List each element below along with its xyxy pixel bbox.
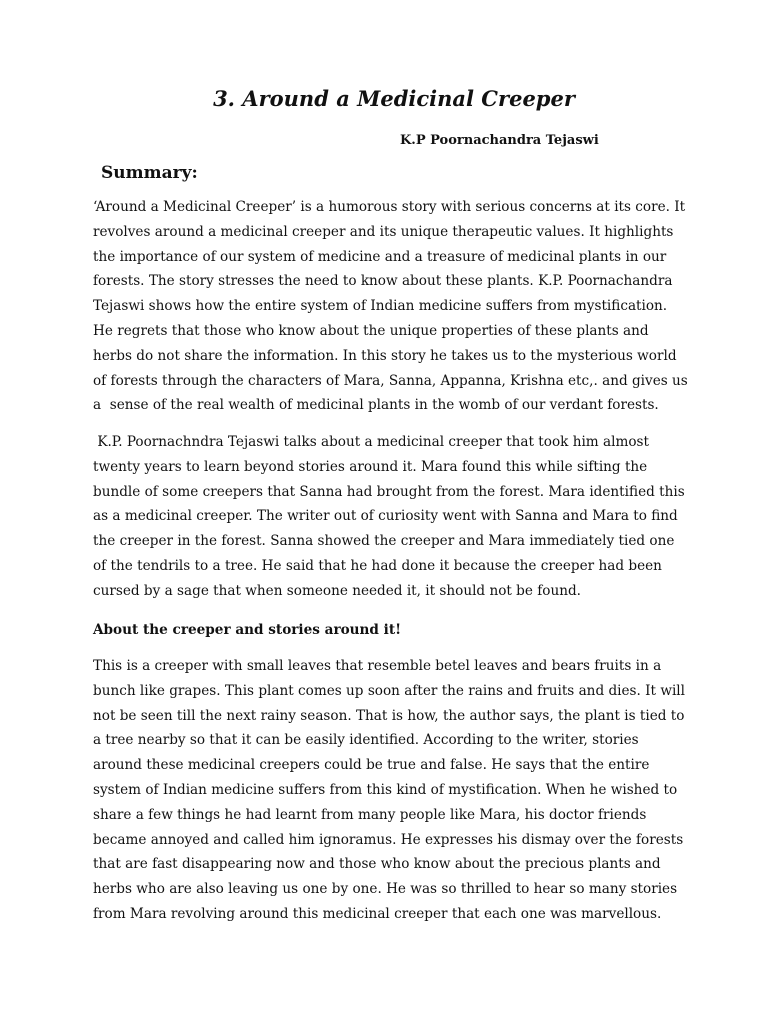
text-line: revolves around a medicinal creeper and its unique therapeutic values. It highlights xyxy=(93,223,674,240)
text-line: bundle of some creepers that Sanna had brought from the forest. Mara identified this xyxy=(93,483,685,500)
text-line: This is a creeper with small leaves that resemble betel leaves and bears fruits in a xyxy=(93,658,662,674)
text-line: Tejaswi shows how the entire system of Indian medicine suffers from mystification. xyxy=(93,298,668,315)
text-line: ‘Around a Medicinal Creeper’ is a humorous story with serious concerns at its core. It xyxy=(93,199,686,215)
author-name: K.P Poornachandra Tejaswi xyxy=(400,133,599,148)
text-line: not be seen till the next rainy season. That is how, the author says, the plant is tied to xyxy=(93,707,685,724)
text-line: system of Indian medicine suffers from this kind of mystification. When he wished to xyxy=(93,781,678,798)
text-line: of the tendrils to a tree. He said that he had done it because the creeper had been xyxy=(93,557,662,574)
text-line: as a medicinal creeper. The writer out of curiosity went with Sanna and Mara to find xyxy=(93,508,678,525)
paragraph-2 xyxy=(93,430,685,604)
summary-heading: Summary: xyxy=(101,163,198,183)
paragraph-1 xyxy=(93,195,688,418)
text-line: He regrets that those who know about the unique properties of these plants and xyxy=(93,322,649,339)
document-title: 3. Around a Medicinal Creeper xyxy=(213,86,575,111)
text-line: around these medicinal creepers could be true and false. He says that the entire xyxy=(93,757,650,774)
text-line: herbs who are also leaving us one by one. He was so thrilled to hear so many stories xyxy=(93,881,678,898)
creeper-subheading: About the creeper and stories around it! xyxy=(93,622,402,638)
text-line: the importance of our system of medicine and a treasure of medicinal plants in our xyxy=(93,248,667,265)
text-line: cursed by a sage that when someone needed it, it should not be found. xyxy=(93,582,581,599)
text-line: a tree nearby so that it can be easily identified. According to the writer, stories xyxy=(93,732,639,749)
text-line: share a few things he had learnt from many people like Mara, his doctor friends xyxy=(93,806,647,823)
text-line: twenty years to learn beyond stories around it. Mara found this while sifting the xyxy=(93,458,648,475)
paragraph-3 xyxy=(93,654,685,927)
text-line: that are fast disappearing now and those who know about the precious plants and xyxy=(93,856,661,873)
text-line: K.P. Poornachndra Tejaswi talks about a medicinal creeper that took him almost xyxy=(93,434,649,450)
text-line: the creeper in the forest. Sanna showed the creeper and Mara immediately tied one xyxy=(93,533,675,550)
text-line: of forests through the characters of Mara, Sanna, Appanna, Krishna etc,. and gives us xyxy=(93,372,688,389)
text-line: bunch like grapes. This plant comes up soon after the rains and fruits and dies. It will xyxy=(93,682,686,699)
text-line: became annoyed and called him ignoramus. He expresses his dismay over the forests xyxy=(93,831,684,848)
text-line: herbs do not share the information. In this story he takes us to the mysterious world xyxy=(93,347,677,364)
text-line: from Mara revolving around this medicinal creeper that each one was marvellous. xyxy=(93,905,662,922)
text-line: a sense of the real wealth of medicinal plants in the womb of our verdant forests. xyxy=(93,397,659,414)
text-line: forests. The story stresses the need to know about these plants. K.P. Poornachandra xyxy=(93,273,673,290)
